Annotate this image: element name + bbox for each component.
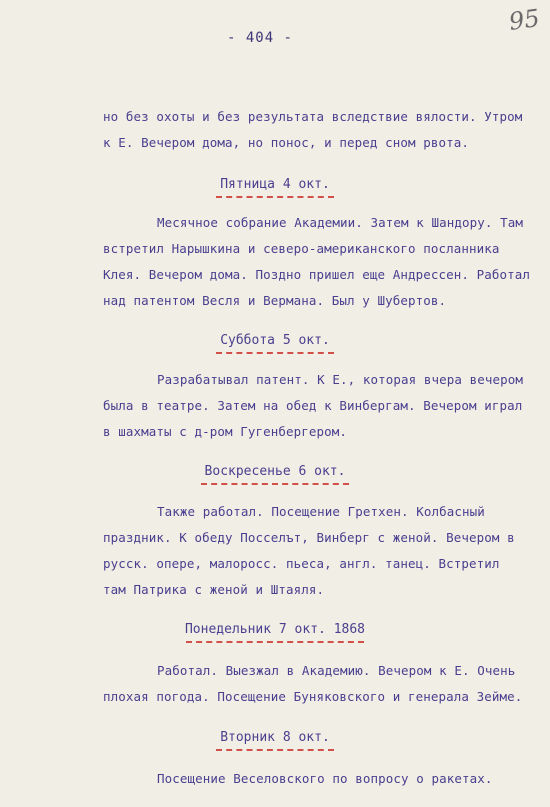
heading-text: Воскресенье 6 окт.: [204, 464, 346, 479]
text-line: Работал. Выезжал в Академию. Вечером к Е. Очень: [157, 663, 516, 678]
text-line: Также работал. Посещение Гретхен. Колбасный: [157, 504, 485, 519]
text-line: Месячное собрание Академии. Затем к Шандору. Там: [157, 215, 524, 230]
intro-paragraph: [0, 104, 550, 156]
entry-text-tuesday: [0, 766, 550, 792]
entry-text-monday: [0, 658, 550, 710]
text-line: над патентом Весля и Вермана. Был у Шубертов.: [103, 293, 447, 308]
text-line: но без охоты и без результата вследствие вялости. Утром: [103, 109, 523, 124]
text-line: русск. опере, малоросс. пьеса, англ. танец. Встретил: [103, 556, 500, 571]
text-line: встретил Нарышкина и северо-американского посланника: [103, 241, 500, 256]
page-number: - 404 -: [226, 30, 293, 46]
heading-text: Пятница 4 окт.: [220, 177, 330, 192]
entry-heading-tuesday: [0, 730, 550, 751]
text-line: праздник. К обеду Посселът, Винберг с женой. Вечером в: [103, 530, 515, 545]
text-line: плохая погода. Посещение Буняковского и генерала Зейме.: [103, 689, 523, 704]
entry-heading-friday: [0, 177, 550, 198]
heading-text: Вторник 8 окт.: [220, 730, 330, 745]
entry-heading-monday: [0, 622, 550, 643]
entry-text-saturday: [0, 367, 550, 445]
text-line: Клея. Вечером дома. Поздно пришел еще Андрессен. Работал: [103, 267, 531, 282]
text-line: Посещение Веселовского по вопросу о ракетах.: [157, 771, 493, 786]
text-line: в шахматы с д-ром Гугенбергером.: [103, 424, 348, 439]
text-line: к Е. Вечером дома, но понос, и перед сном рвота.: [103, 135, 470, 150]
heading-text: Суббота 5 окт.: [220, 333, 330, 348]
text-line: была в театре. Затем на обед к Винбергам. Вечером играл: [103, 398, 523, 413]
entry-heading-saturday: [0, 333, 550, 354]
text-line: Разрабатывал патент. К Е., которая вчера вечером: [157, 372, 524, 387]
text-line: там Патрика с женой и Штаяля.: [103, 582, 325, 597]
entry-text-friday: [0, 210, 550, 314]
archive-number: 95: [507, 4, 542, 36]
heading-text: Понедельник 7 окт. 1868: [184, 622, 365, 637]
entry-heading-sunday: [0, 464, 550, 485]
entry-text-sunday: [0, 499, 550, 603]
